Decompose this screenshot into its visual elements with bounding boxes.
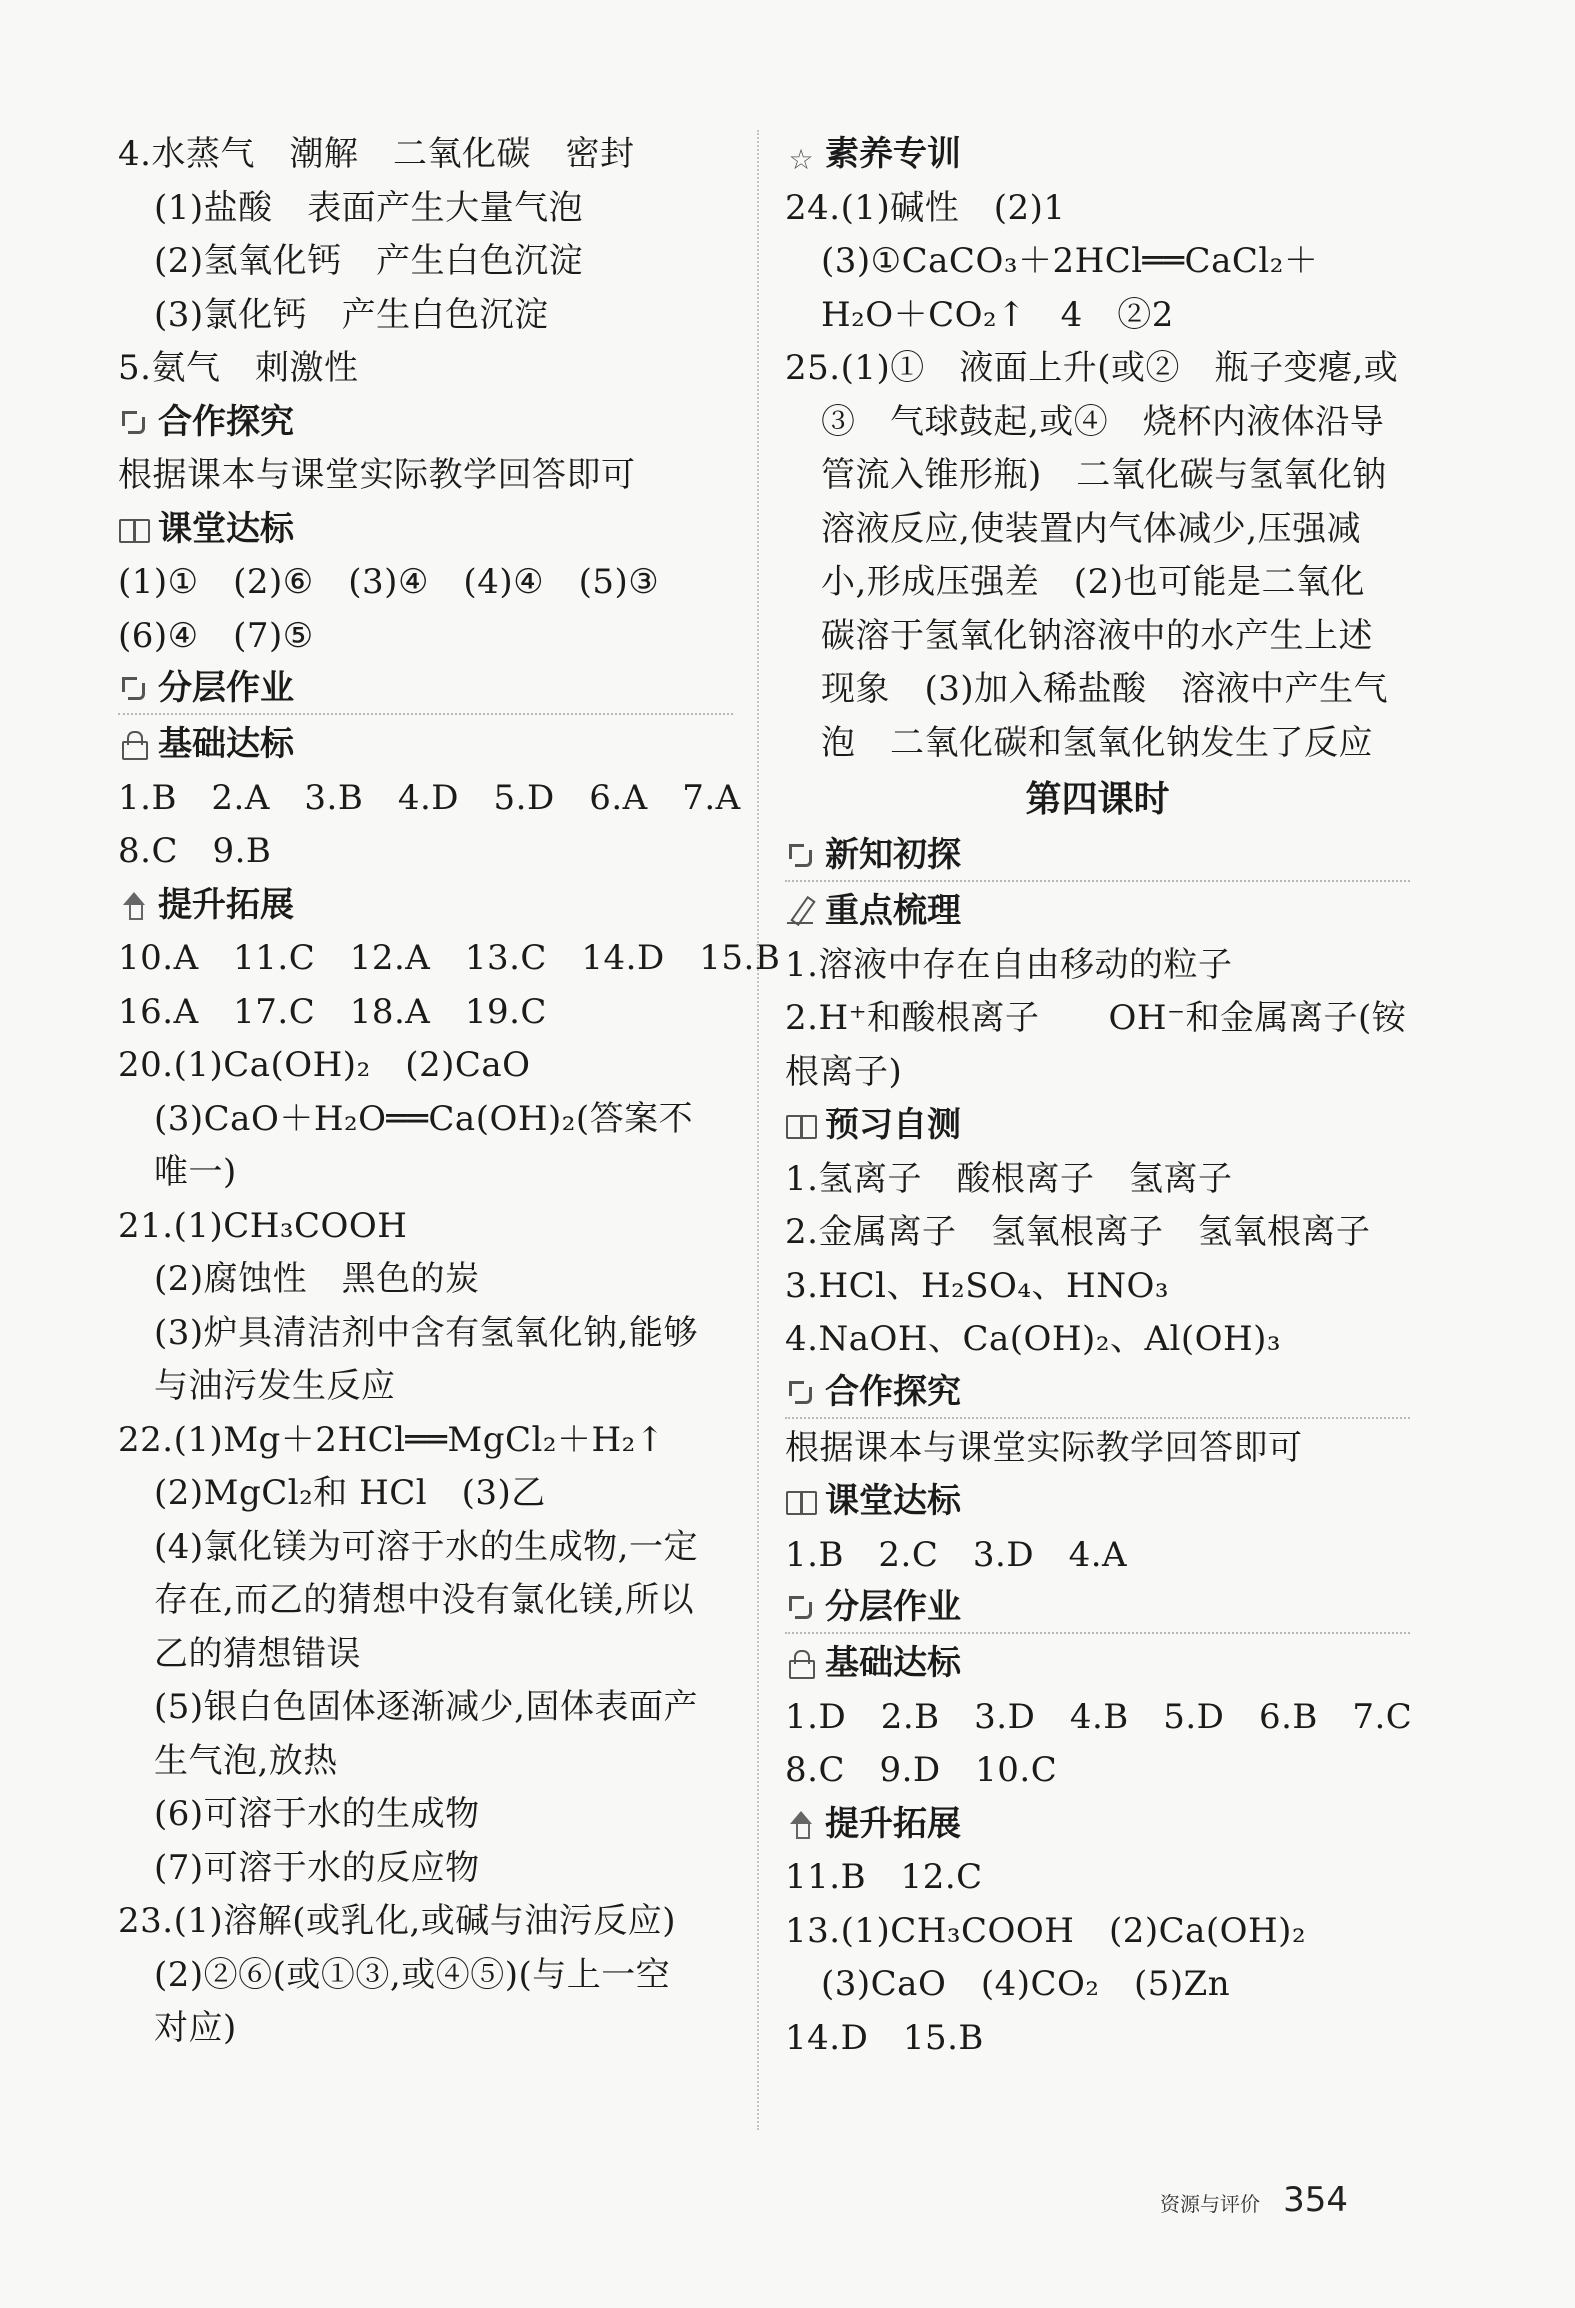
answer-line: 对应) xyxy=(154,2008,237,2048)
answer-line: 泡 二氧化碳和氢氧化钠发生了反应 xyxy=(821,722,1373,763)
answer-line: 根据课本与课堂实际教学回答即可 xyxy=(118,455,636,495)
section-heading xyxy=(785,1582,1410,1634)
answer-line: 8.C 9.D 10.C xyxy=(785,1750,1058,1790)
answer-line: (5)银白色固体逐渐减少,固体表面产 xyxy=(154,1687,698,1727)
answer-line: 生气泡,放热 xyxy=(154,1740,338,1781)
section-heading xyxy=(118,663,733,715)
answer-line: 2.金属离子 氢氧根离子 氢氧根离子 xyxy=(785,1212,1371,1252)
answer-line: 13.(1)CH₃COOH (2)Ca(OH)₂ xyxy=(785,1910,1307,1951)
answer-line: (4)氯化镁为可溶于水的生成物,一定 xyxy=(154,1526,698,1567)
answer-line: 3.HCl、H₂SO₄、HNO₃ xyxy=(785,1265,1169,1306)
answer-line: 根据课本与课堂实际教学回答即可 xyxy=(785,1427,1303,1468)
arrow-icon xyxy=(785,840,817,870)
answer-line: 10.A 11.C 12.A 13.C 14.D 15.B xyxy=(118,938,781,978)
answer-line: 小,形成压强差 (2)也可能是二氧化 xyxy=(821,562,1365,602)
section-heading xyxy=(785,1099,1410,1153)
answer-line: 24.(1)碱性 (2)1 xyxy=(785,187,1066,228)
book-icon xyxy=(118,514,150,544)
answer-line: 11.B 12.C xyxy=(785,1857,983,1897)
answer-line: H₂O＋CO₂↑ 4 ②2 xyxy=(821,294,1174,335)
section-heading xyxy=(785,885,1410,939)
section-heading-text: 基础达标 xyxy=(825,1643,961,1683)
section-heading-text: 新知初探 xyxy=(825,835,961,875)
section-heading xyxy=(785,1475,1410,1529)
answer-line: (3)CaO＋H₂O══Ca(OH)₂(答案不 xyxy=(154,1098,694,1139)
pen-icon xyxy=(785,896,817,926)
right-column xyxy=(785,128,1413,2065)
answer-line: (6)④ (7)⑤ xyxy=(118,615,314,656)
answer-line: 22.(1)Mg＋2HCl══MgCl₂＋H₂↑ xyxy=(118,1419,665,1460)
answer-line: (3)CaO (4)CO₂ (5)Zn xyxy=(821,1964,1231,2004)
section-heading xyxy=(118,396,733,450)
section-heading xyxy=(785,1798,1410,1852)
section-heading-text: 重点梳理 xyxy=(825,891,961,931)
answer-line: 存在,而乙的猜想中没有氯化镁,所以 xyxy=(154,1580,695,1620)
section-heading-text: 课堂达标 xyxy=(158,508,294,549)
answer-line: 碳溶于氢氧化钠溶液中的水产生上述 xyxy=(821,615,1373,656)
answer-line: 23.(1)溶解(或乳化,或碱与油污反应) xyxy=(118,1901,677,1941)
section-heading-text: 课堂达标 xyxy=(825,1481,961,1521)
answer-line: (2)腐蚀性 黑色的炭 xyxy=(154,1259,480,1299)
section-heading xyxy=(118,879,733,933)
answer-line: (1)① (2)⑥ (3)④ (4)④ (5)③ xyxy=(118,562,660,602)
answer-line: (1)盐酸 表面产生大量气泡 xyxy=(154,187,584,228)
answer-line: 唯一) xyxy=(154,1152,237,1192)
star-icon: ☆ xyxy=(788,143,814,176)
section-heading xyxy=(785,830,1410,882)
answer-line: 现象 (3)加入稀盐酸 溶液中产生气 xyxy=(821,669,1389,709)
section-heading-text: 合作探究 xyxy=(158,401,294,442)
answer-line: 管流入锥形瓶) 二氧化碳与氢氧化钠 xyxy=(821,455,1387,495)
answer-line: (6)可溶于水的生成物 xyxy=(154,1794,480,1834)
section-heading-text: 合作探究 xyxy=(825,1371,961,1412)
answer-line: 14.D 15.B xyxy=(785,2017,984,2058)
page-number: 354 xyxy=(1283,2180,1348,2220)
lesson-title: 第四课时 xyxy=(1025,779,1170,820)
answer-line: 乙的猜想错误 xyxy=(154,1633,361,1674)
arrow-icon xyxy=(118,673,150,703)
section-heading-text: 分层作业 xyxy=(158,668,294,708)
section-heading-text: 提升拓展 xyxy=(825,1803,961,1844)
answer-line: 1.溶液中存在自由移动的粒子 xyxy=(785,944,1233,985)
section-heading-text: 素养专训 xyxy=(825,134,961,174)
answer-line: 1.氢离子 酸根离子 氢离子 xyxy=(785,1158,1233,1199)
up-arrow-icon xyxy=(785,1809,817,1839)
section-heading xyxy=(118,718,733,772)
answer-line: 21.(1)CH₃COOH xyxy=(118,1205,408,1246)
answer-line: ③ 气球鼓起,或④ 烧杯内液体沿导 xyxy=(821,401,1385,442)
section-heading-text: 基础达标 xyxy=(158,724,294,764)
answer-line: (3)氯化钙 产生白色沉淀 xyxy=(154,294,549,335)
answer-line: (2)②⑥(或①③,或④⑤)(与上一空 xyxy=(154,1954,671,1995)
section-heading xyxy=(785,1367,1410,1419)
arrow-icon xyxy=(785,1592,817,1622)
answer-line: 1.B 2.A 3.B 4.D 5.D 6.A 7.A xyxy=(118,777,741,818)
answer-line: 4.NaOH、Ca(OH)₂、Al(OH)₃ xyxy=(785,1319,1282,1359)
answer-line: (2)MgCl₂和 HCl (3)乙 xyxy=(154,1473,546,1513)
section-heading xyxy=(118,503,733,557)
answer-line: 16.A 17.C 18.A 19.C xyxy=(118,991,547,1032)
answer-line: 与油污发生反应 xyxy=(154,1366,396,1406)
lock-icon xyxy=(118,729,150,759)
section-heading-text: 预习自测 xyxy=(825,1105,961,1145)
left-column xyxy=(118,128,781,2056)
footer-label: 资源与评价 xyxy=(1160,2192,1260,2216)
up-arrow-icon xyxy=(118,890,150,920)
answer-line: (3)①CaCO₃＋2HCl══CaCl₂＋ xyxy=(821,241,1319,281)
answer-line: 根离子) xyxy=(785,1051,903,1092)
answer-line: (7)可溶于水的反应物 xyxy=(154,1847,480,1888)
answer-line: 1.B 2.C 3.D 4.A xyxy=(785,1534,1128,1575)
answer-line: 溶液反应,使装置内气体减少,压强减 xyxy=(821,508,1362,549)
section-heading xyxy=(785,128,1410,182)
lock-icon xyxy=(785,1648,817,1678)
answer-line: 4.水蒸气 潮解 二氧化碳 密封 xyxy=(118,134,635,174)
arrow-icon xyxy=(118,407,150,437)
answer-line: 8.C 9.B xyxy=(118,831,272,871)
answer-line: 1.D 2.B 3.D 4.B 5.D 6.B 7.C xyxy=(785,1696,1413,1737)
column-divider xyxy=(757,130,759,2130)
section-heading xyxy=(785,1637,1410,1691)
section-heading-text: 分层作业 xyxy=(825,1587,961,1627)
answer-line: 5.氨气 刺激性 xyxy=(118,348,359,388)
page-footer xyxy=(1160,2180,1348,2220)
book-icon xyxy=(785,1486,817,1516)
answer-line: 20.(1)Ca(OH)₂ (2)CaO xyxy=(118,1045,531,1085)
answer-line: 25.(1)① 液面上升(或② 瓶子变瘪,或 xyxy=(785,348,1399,388)
book-icon xyxy=(785,1110,817,1140)
section-heading-text: 提升拓展 xyxy=(158,884,294,925)
answer-line: 2.H⁺和酸根离子 OH⁻和金属离子(铵 xyxy=(785,998,1407,1038)
answer-line: (3)炉具清洁剂中含有氢氧化钠,能够 xyxy=(154,1312,698,1353)
arrow-icon xyxy=(785,1377,817,1407)
answer-line: (2)氢氧化钙 产生白色沉淀 xyxy=(154,241,584,281)
